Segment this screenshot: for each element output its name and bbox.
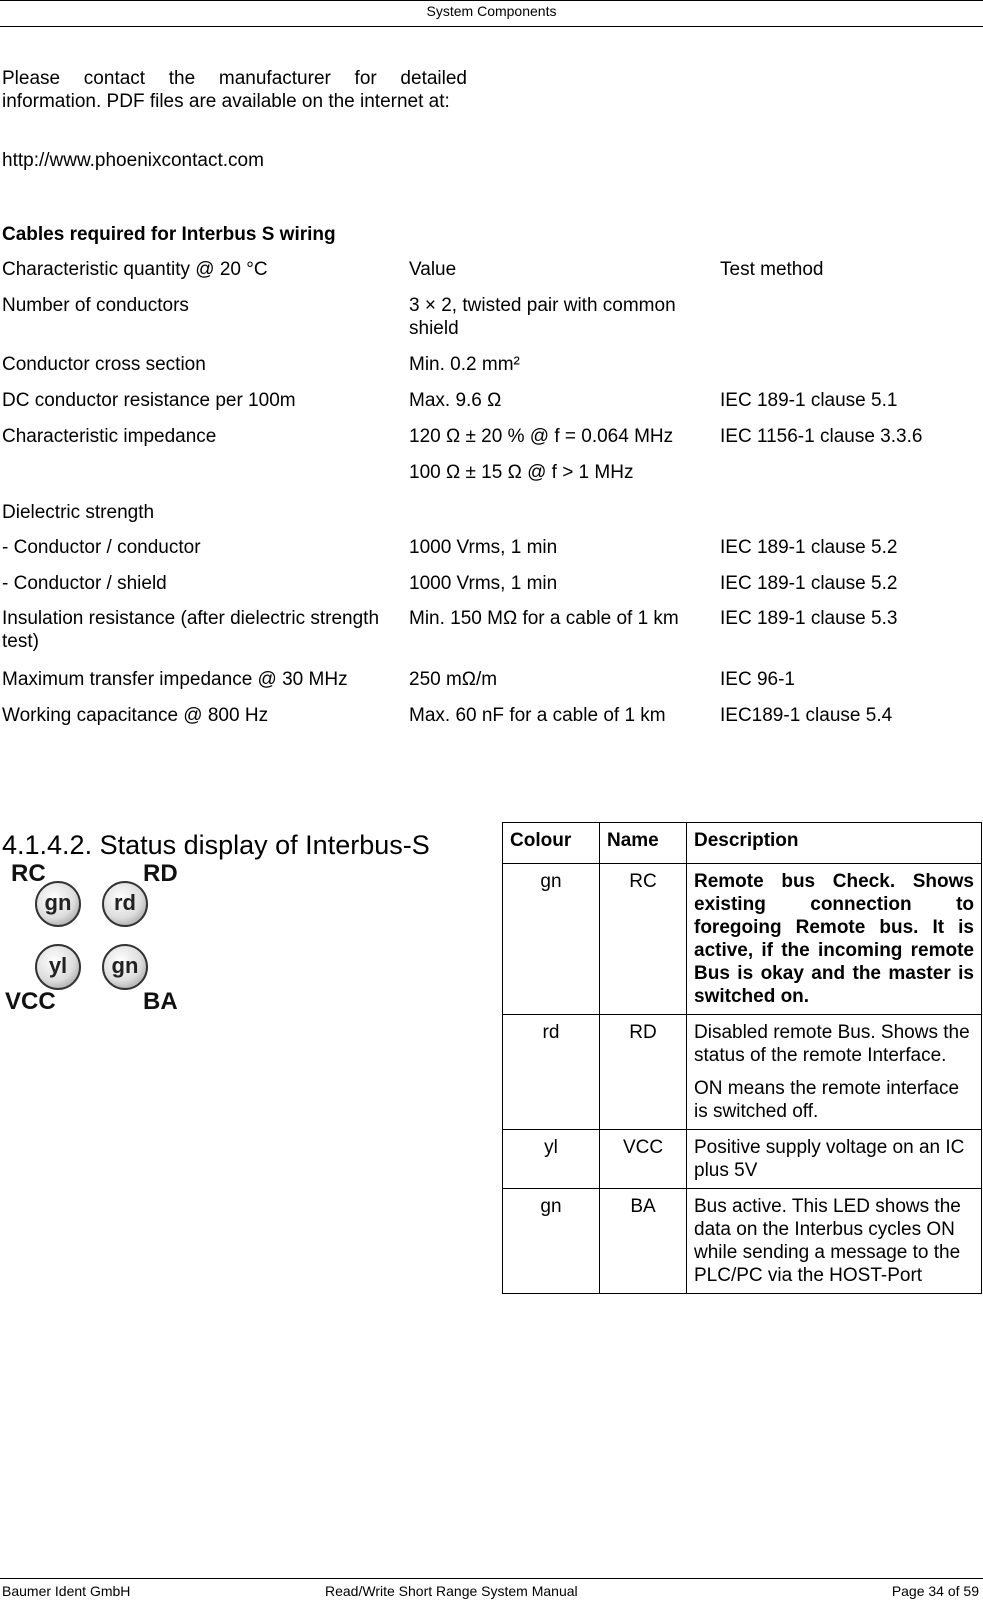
description-text: Disabled remote Bus. Shows the status of the remote Interface. [694, 1022, 970, 1066]
table-header-row [503, 823, 982, 864]
cell-colour: gn [503, 1189, 600, 1294]
led-label-vcc: VCC [5, 988, 56, 1015]
spec-quantity: Number of conductors [2, 295, 189, 316]
cables-title: Cables required for Interbus S wiring [2, 224, 336, 245]
led-status-figure [5, 860, 185, 1028]
spec-test-method: IEC 189-1 clause 5.1 [720, 390, 898, 411]
spec-test-method: IEC189-1 clause 5.4 [720, 705, 893, 726]
cell-name: RD [600, 1015, 687, 1130]
led-label-rd: RD [143, 860, 178, 887]
page-header [0, 0, 983, 27]
page-footer [0, 1578, 983, 1599]
column-header-name: Name [600, 823, 687, 864]
intro-text: Please contact the manufacturer for detailed information. PDF files are available on the internet at: [2, 68, 467, 112]
spec-value: Min. 0.2 mm² [409, 354, 520, 375]
led-label-rc: RC [11, 860, 46, 887]
table-row [503, 1189, 982, 1294]
cell-description [687, 1189, 982, 1294]
spec-quantity: Characteristic impedance [2, 426, 217, 447]
footer-page-number: Page 34 of 59 [891, 1583, 979, 1599]
spec-header-test-method: Test method [720, 259, 824, 280]
spec-quantity: Maximum transfer impedance @ 30 MHz [2, 669, 348, 690]
cell-description [687, 1015, 982, 1130]
led-rc-icon: gn [35, 881, 81, 927]
led-ba-icon: gn [102, 944, 148, 990]
cell-description [687, 1130, 982, 1189]
cell-name: RC [600, 864, 687, 1015]
spec-quantity: DC conductor resistance per 100m [2, 390, 296, 411]
spec-test-method: IEC 96-1 [720, 669, 795, 690]
description-text: Remote bus Check. Shows existing connection to foregoing Remote bus. It is active, if the incoming remote Bus is okay and the master is switched on. [694, 871, 974, 1007]
footer-manual-title: Read/Write Short Range System Manual [325, 1583, 578, 1599]
description-text: Positive supply voltage on an IC plus 5V [694, 1137, 965, 1181]
description-text: ON means the remote interface is switched off. [694, 1078, 960, 1122]
spec-quantity: Conductor cross section [2, 354, 206, 375]
cell-description [687, 864, 982, 1015]
cell-colour: gn [503, 864, 600, 1015]
spec-value: 250 mΩ/m [409, 669, 498, 690]
spec-value: 3 × 2, twisted pair with common shield [409, 295, 676, 339]
spec-quantity: - Conductor / shield [2, 573, 167, 594]
cell-name: BA [600, 1189, 687, 1294]
spec-value-secondary: 100 Ω ± 15 Ω @ f > 1 MHz [409, 462, 634, 483]
spec-quantity: Insulation resistance (after dielectric strength test) [2, 608, 380, 652]
footer-company: Baumer Ident GmbH [2, 1583, 131, 1599]
spec-test-method: IEC 189-1 clause 5.2 [720, 573, 898, 594]
manufacturer-url: http://www.phoenixcontact.com [2, 150, 264, 171]
table-row [503, 1015, 982, 1130]
header-title: System Components [426, 3, 557, 19]
spec-header-quantity: Characteristic quantity @ 20 °C [2, 259, 268, 280]
spec-test-method: IEC 189-1 clause 5.2 [720, 537, 898, 558]
spec-quantity: - Conductor / conductor [2, 537, 201, 558]
spec-value: Min. 150 MΩ for a cable of 1 km [409, 608, 679, 629]
led-status-table [502, 822, 982, 1294]
table-row [503, 1130, 982, 1189]
cell-colour: rd [503, 1015, 600, 1130]
table-row [503, 864, 982, 1015]
spec-value: Max. 9.6 Ω [409, 390, 502, 411]
spec-value: 1000 Vrms, 1 min [409, 537, 558, 558]
spec-test-method: IEC 189-1 clause 5.3 [720, 608, 898, 629]
led-vcc-icon: yl [35, 944, 81, 990]
spec-value: 1000 Vrms, 1 min [409, 573, 558, 594]
cell-colour: yl [503, 1130, 600, 1189]
spec-header-value: Value [409, 259, 457, 280]
spec-value: 120 Ω ± 20 % @ f = 0.064 MHz [409, 426, 674, 447]
spec-quantity: Working capacitance @ 800 Hz [2, 705, 269, 726]
led-label-ba: BA [143, 988, 178, 1015]
spec-value: Max. 60 nF for a cable of 1 km [409, 705, 666, 726]
spec-quantity: Dielectric strength [2, 502, 155, 523]
column-header-description: Description [687, 823, 982, 864]
column-header-colour: Colour [503, 823, 600, 864]
section-title: 4.1.4.2. Status display of Interbus-S [2, 830, 430, 860]
led-rd-icon: rd [102, 881, 148, 927]
description-text: Bus active. This LED shows the data on the Interbus cycles ON while sending a message to the PLC/PC via the HOST-Port [694, 1196, 961, 1286]
cell-name: VCC [600, 1130, 687, 1189]
spec-test-method: IEC 1156-1 clause 3.3.6 [720, 426, 923, 447]
